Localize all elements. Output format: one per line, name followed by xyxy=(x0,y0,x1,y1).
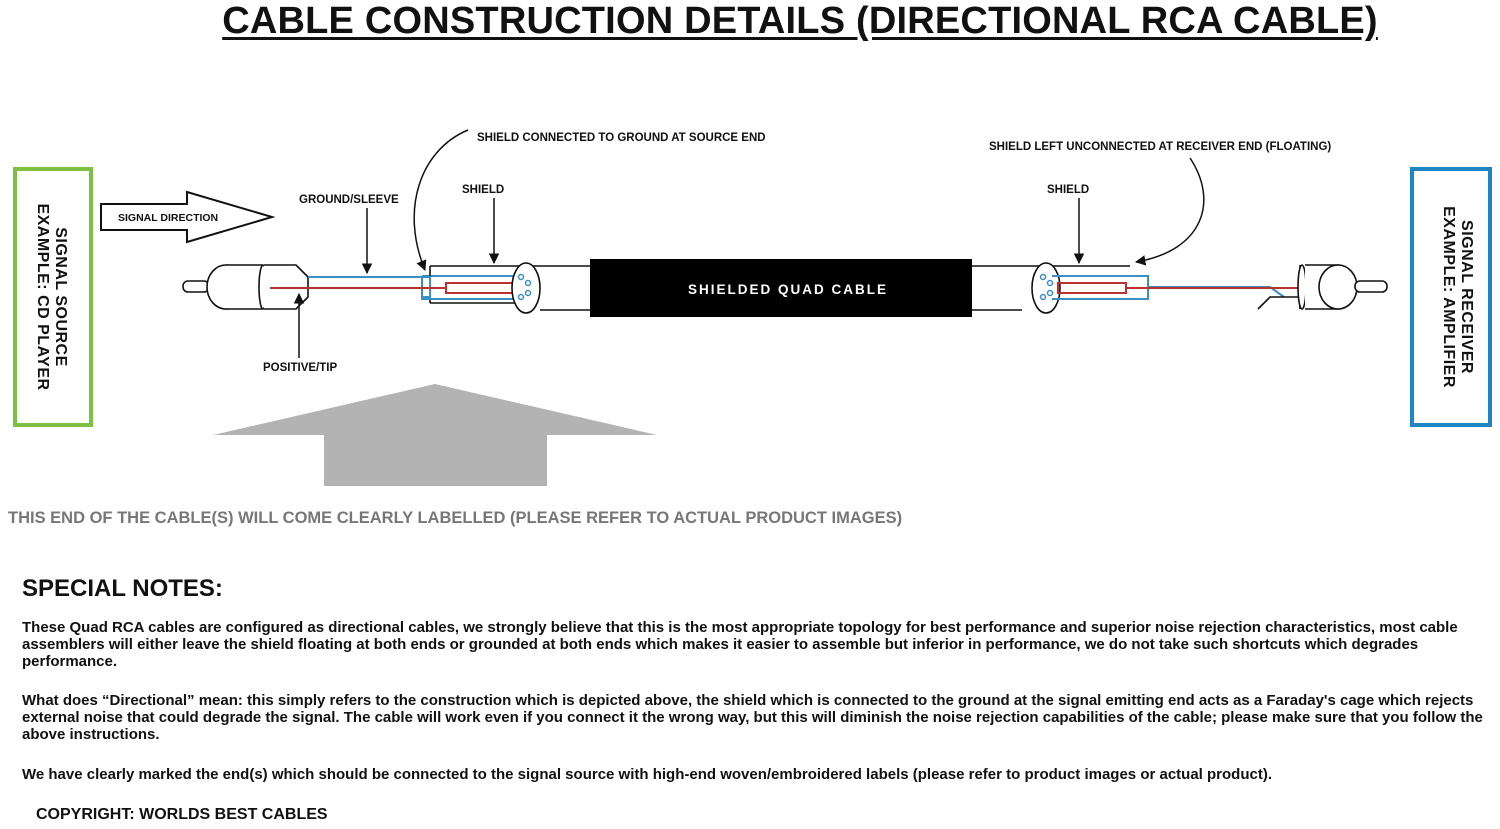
signal-source-box xyxy=(15,169,91,425)
special-notes-heading: SPECIAL NOTES: xyxy=(22,575,223,602)
positive-loop-left xyxy=(446,283,514,293)
shield-right-label: SHIELD xyxy=(1047,184,1090,196)
shield-unconnected-pointer xyxy=(1136,158,1204,262)
shield-connected-pointer xyxy=(414,130,468,270)
signal-receiver-box xyxy=(1412,169,1490,425)
left-cable-end xyxy=(512,263,540,313)
note-paragraph: We have clearly marked the end(s) which should be connected to the signal source with high-end woven/embroidered labels (please refer to product images or actual product). xyxy=(22,766,1272,783)
right-wiring xyxy=(1052,276,1298,299)
signal-source-line2: EXAMPLE: CD PLAYER xyxy=(34,203,51,391)
note-paragraph: These Quad RCA cables are configured as directional cables, we strongly believe that this is the most appropriate topology for best performance and superior noise rejection characteristics, most cable assemblers will either leave the shield floating at both ends or grounded at both ends which makes it easier to assemble but inferior in performance, we do not take such shortcuts which degrades performance. xyxy=(22,619,1458,670)
right-cable-end xyxy=(1032,263,1060,313)
cable-label: SHIELDED QUAD CABLE xyxy=(687,282,889,297)
signal-receiver-line2: EXAMPLE: AMPLIFIER xyxy=(1440,206,1457,388)
note-paragraph: What does “Directional” mean: this simply refers to the construction which is depicted above, the shield which is connected to the ground at the signal emitting end acts as a Faraday's cage which rejects external noise that could degrade the signal. The cable will work even if you connect it the wrong way, but this will diminish the noise rejection capabilities of the cable; please make sure that you follow the above instructions. xyxy=(22,692,1483,743)
page-title-text: CABLE CONSTRUCTION DETAILS (DIRECTIONAL RCA CABLE) xyxy=(222,0,1378,42)
signal-source-line1: SIGNAL SOURCE xyxy=(52,227,69,367)
left-cable-jacket xyxy=(430,266,590,310)
shield-left-label: SHIELD xyxy=(462,184,505,196)
ground-sleeve-label: GROUND/SLEEVE xyxy=(299,194,399,206)
copyright-text: COPYRIGHT: WORLDS BEST CABLES xyxy=(36,806,328,823)
labelled-end-note: THIS END OF THE CABLE(S) WILL COME CLEARLY LABELLED (PLEASE REFER TO ACTUAL PRODUCT IMAGES) xyxy=(8,509,903,527)
labelled-end-arrow xyxy=(213,384,657,486)
shield-unconnected-label: SHIELD LEFT UNCONNECTED AT RECEIVER END (FLOATING) xyxy=(989,141,1332,153)
positive-loop-right xyxy=(1058,283,1126,293)
signal-direction-label: SIGNAL DIRECTION xyxy=(118,212,219,224)
positive-tip-label: POSITIVE/TIP xyxy=(263,362,338,374)
shield-connected-label: SHIELD CONNECTED TO GROUND AT SOURCE END xyxy=(477,132,766,144)
signal-direction-arrow xyxy=(101,192,272,242)
signal-receiver-line1: SIGNAL RECEIVER xyxy=(1458,220,1475,374)
